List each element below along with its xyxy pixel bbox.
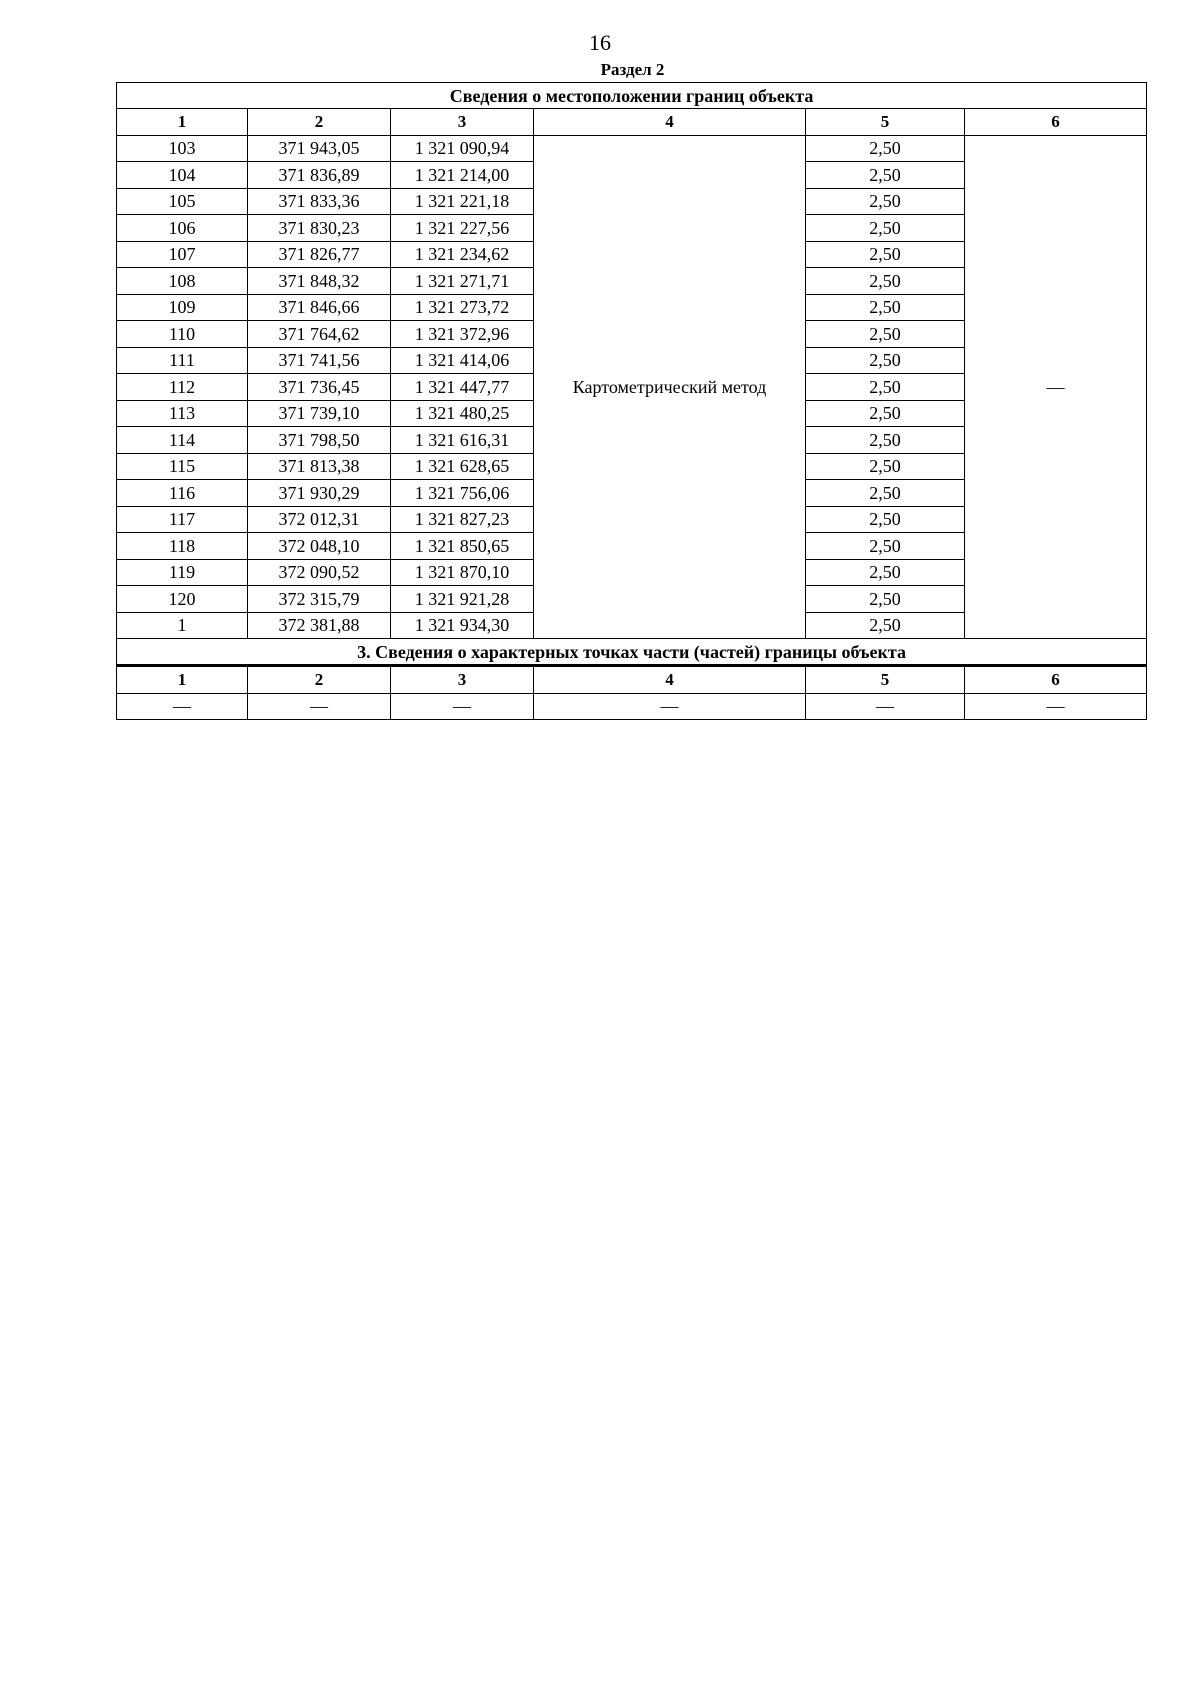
y-coordinate-cell: 1 321 273,72 — [391, 294, 534, 321]
x-coordinate-cell: 371 813,38 — [248, 453, 391, 480]
parts-header-2: 2 — [248, 666, 391, 694]
method-cell: Картометрический метод — [534, 135, 806, 639]
accuracy-cell: 2,50 — [806, 215, 965, 242]
y-coordinate-cell: 1 321 628,65 — [391, 453, 534, 480]
x-coordinate-cell: 372 012,31 — [248, 506, 391, 533]
y-coordinate-cell: 1 321 616,31 — [391, 427, 534, 454]
column-header-4: 4 — [534, 109, 806, 136]
accuracy-cell: 2,50 — [806, 321, 965, 348]
x-coordinate-cell: 372 381,88 — [248, 612, 391, 639]
page-number: 16 — [589, 30, 611, 55]
x-coordinate-cell: 371 930,29 — [248, 480, 391, 507]
y-coordinate-cell: 1 321 447,77 — [391, 374, 534, 401]
x-coordinate-cell: 372 090,52 — [248, 559, 391, 586]
x-coordinate-cell: 371 798,50 — [248, 427, 391, 454]
parts-header-4: 4 — [534, 666, 806, 694]
accuracy-cell: 2,50 — [806, 506, 965, 533]
section-title: Раздел 2 — [600, 60, 665, 79]
accuracy-cell: 2,50 — [806, 294, 965, 321]
accuracy-cell: 2,50 — [806, 188, 965, 215]
point-cell: 119 — [117, 559, 248, 586]
parts-caption: 3. Сведения о характерных точках части (частей) границы объекта — [117, 639, 1147, 666]
x-coordinate-cell: 371 833,36 — [248, 188, 391, 215]
parts-cell-3: — — [391, 693, 534, 720]
accuracy-cell: 2,50 — [806, 533, 965, 560]
x-coordinate-cell: 371 848,32 — [248, 268, 391, 295]
accuracy-cell: 2,50 — [806, 268, 965, 295]
point-cell: 115 — [117, 453, 248, 480]
column-header-6: 6 — [965, 109, 1147, 136]
boundary-caption-row — [117, 83, 1147, 109]
point-cell: 118 — [117, 533, 248, 560]
parts-header-row — [117, 666, 1147, 694]
x-coordinate-cell: 372 315,79 — [248, 586, 391, 613]
point-cell: 111 — [117, 347, 248, 374]
y-coordinate-cell: 1 321 870,10 — [391, 559, 534, 586]
y-coordinate-cell: 1 321 214,00 — [391, 162, 534, 189]
parts-data-row — [117, 693, 1147, 720]
accuracy-cell: 2,50 — [806, 162, 965, 189]
point-cell: 105 — [117, 188, 248, 215]
parts-cell-5: — — [806, 693, 965, 720]
point-cell: 116 — [117, 480, 248, 507]
accuracy-cell: 2,50 — [806, 135, 965, 162]
y-coordinate-cell: 1 321 756,06 — [391, 480, 534, 507]
y-coordinate-cell: 1 321 221,18 — [391, 188, 534, 215]
parts-cell-1: — — [117, 693, 248, 720]
point-cell: 107 — [117, 241, 248, 268]
boundary-caption: Сведения о местоположении границ объекта — [117, 83, 1147, 109]
x-coordinate-cell: 371 741,56 — [248, 347, 391, 374]
x-coordinate-cell: 371 739,10 — [248, 400, 391, 427]
boundary-table — [116, 82, 1147, 720]
parts-cell-6: — — [965, 693, 1147, 720]
table-row — [117, 135, 1147, 162]
parts-header-3: 3 — [391, 666, 534, 694]
accuracy-cell: 2,50 — [806, 374, 965, 401]
y-coordinate-cell: 1 321 480,25 — [391, 400, 534, 427]
point-cell: 109 — [117, 294, 248, 321]
parts-header-5: 5 — [806, 666, 965, 694]
x-coordinate-cell: 371 830,23 — [248, 215, 391, 242]
x-coordinate-cell: 371 764,62 — [248, 321, 391, 348]
x-coordinate-cell: 371 836,89 — [248, 162, 391, 189]
point-cell: 117 — [117, 506, 248, 533]
y-coordinate-cell: 1 321 921,28 — [391, 586, 534, 613]
accuracy-cell: 2,50 — [806, 453, 965, 480]
point-cell: 1 — [117, 612, 248, 639]
column6-cell: — — [965, 135, 1147, 639]
accuracy-cell: 2,50 — [806, 612, 965, 639]
x-coordinate-cell: 371 943,05 — [248, 135, 391, 162]
accuracy-cell: 2,50 — [806, 586, 965, 613]
x-coordinate-cell: 371 826,77 — [248, 241, 391, 268]
accuracy-cell: 2,50 — [806, 241, 965, 268]
y-coordinate-cell: 1 321 234,62 — [391, 241, 534, 268]
parts-cell-2: — — [248, 693, 391, 720]
x-coordinate-cell: 371 846,66 — [248, 294, 391, 321]
y-coordinate-cell: 1 321 827,23 — [391, 506, 534, 533]
accuracy-cell: 2,50 — [806, 347, 965, 374]
column-header-1: 1 — [117, 109, 248, 136]
accuracy-cell: 2,50 — [806, 400, 965, 427]
point-cell: 106 — [117, 215, 248, 242]
column-header-2: 2 — [248, 109, 391, 136]
x-coordinate-cell: 371 736,45 — [248, 374, 391, 401]
point-cell: 112 — [117, 374, 248, 401]
point-cell: 103 — [117, 135, 248, 162]
parts-header-1: 1 — [117, 666, 248, 694]
y-coordinate-cell: 1 321 227,56 — [391, 215, 534, 242]
point-cell: 104 — [117, 162, 248, 189]
y-coordinate-cell: 1 321 934,30 — [391, 612, 534, 639]
column-header-row — [117, 109, 1147, 136]
column-header-3: 3 — [391, 109, 534, 136]
y-coordinate-cell: 1 321 372,96 — [391, 321, 534, 348]
column-header-5: 5 — [806, 109, 965, 136]
point-cell: 110 — [117, 321, 248, 348]
point-cell: 113 — [117, 400, 248, 427]
y-coordinate-cell: 1 321 090,94 — [391, 135, 534, 162]
parts-header-6: 6 — [965, 666, 1147, 694]
point-cell: 108 — [117, 268, 248, 295]
parts-cell-4: — — [534, 693, 806, 720]
accuracy-cell: 2,50 — [806, 480, 965, 507]
x-coordinate-cell: 372 048,10 — [248, 533, 391, 560]
point-cell: 120 — [117, 586, 248, 613]
accuracy-cell: 2,50 — [806, 559, 965, 586]
y-coordinate-cell: 1 321 271,71 — [391, 268, 534, 295]
accuracy-cell: 2,50 — [806, 427, 965, 454]
parts-caption-row — [117, 639, 1147, 666]
point-cell: 114 — [117, 427, 248, 454]
y-coordinate-cell: 1 321 414,06 — [391, 347, 534, 374]
y-coordinate-cell: 1 321 850,65 — [391, 533, 534, 560]
